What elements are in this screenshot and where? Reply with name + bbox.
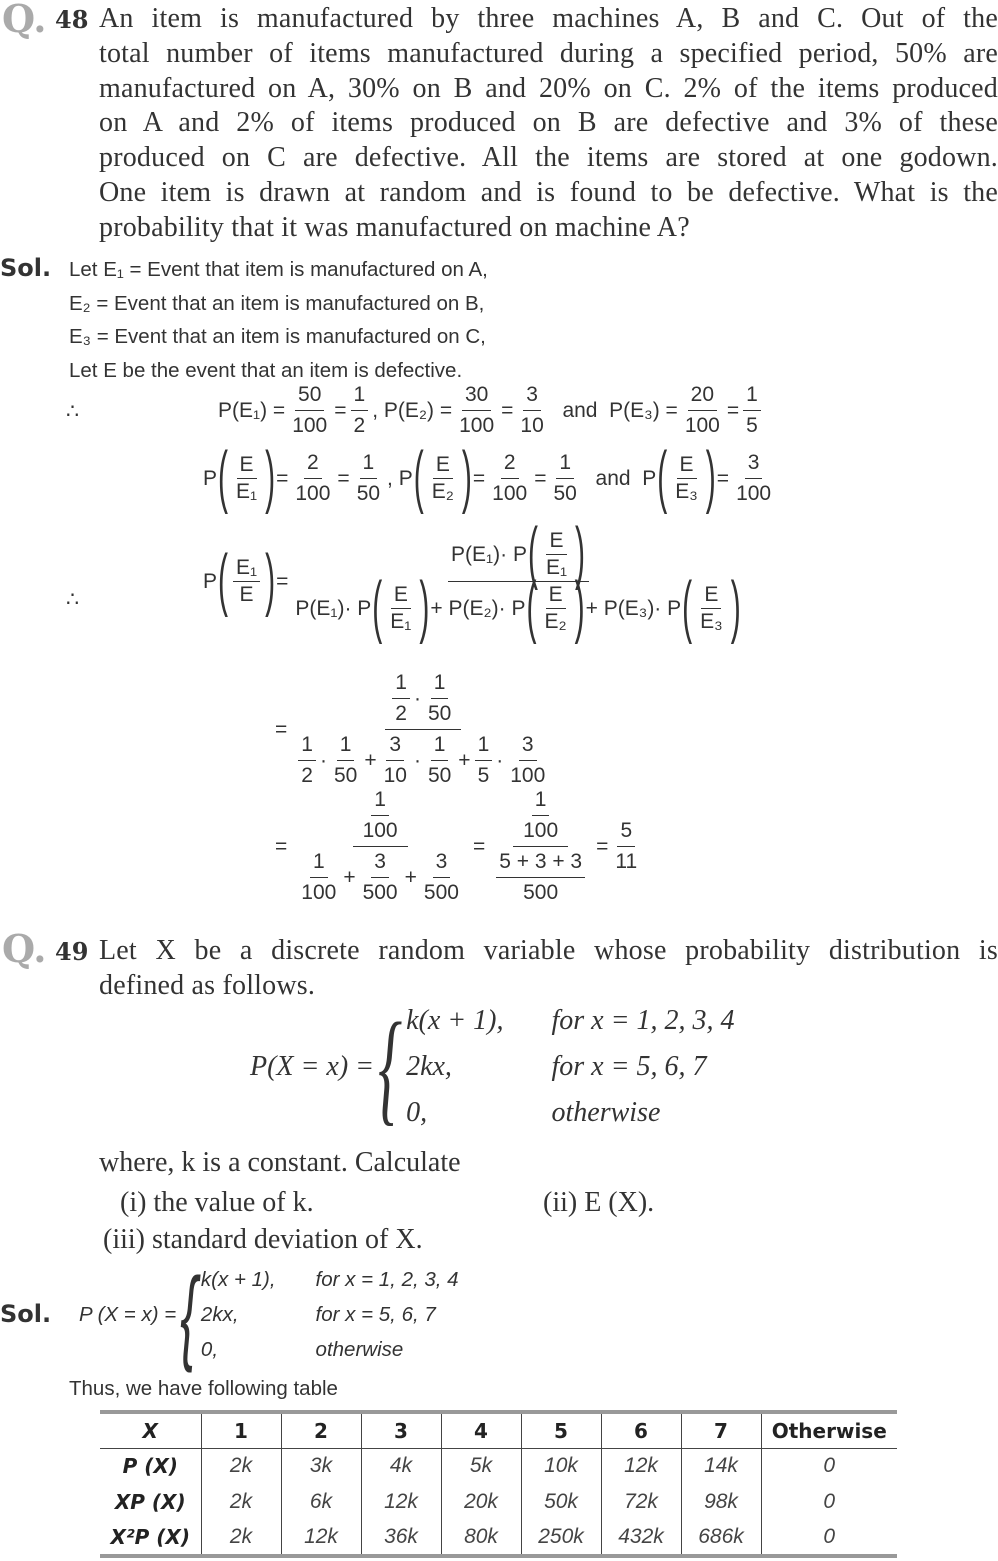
- fraction: [387, 582, 414, 635]
- fraction: [298, 847, 339, 908]
- denominator: 50: [427, 764, 452, 787]
- piecewise-lhs: P(X = x) =: [250, 1051, 375, 1082]
- fraction: [429, 452, 457, 505]
- numerator: 1: [310, 847, 328, 878]
- denominator: 5: [746, 414, 758, 437]
- solution-label: Sol.: [0, 1300, 52, 1328]
- equation-result: [275, 785, 644, 908]
- parenthesized-fraction: [217, 439, 276, 516]
- fraction: [517, 380, 546, 441]
- denominator: E₃: [675, 480, 698, 503]
- table-cell: 12k: [361, 1484, 441, 1520]
- table-body: [100, 1448, 897, 1556]
- math-text: ·: [319, 748, 327, 772]
- numerator: E: [546, 528, 566, 555]
- question-line: manufactured on A, 30% on B and 20% on C. 2% of the items produced: [99, 72, 998, 104]
- denominator: 5: [477, 764, 490, 787]
- numerator: 3: [386, 730, 404, 761]
- numerator: 30: [462, 380, 491, 411]
- table-header-cell: Otherwise: [761, 1412, 897, 1448]
- denominator: 2: [395, 702, 407, 725]
- fraction: [233, 555, 260, 608]
- piecewise-definition: [250, 997, 735, 1137]
- fraction: [298, 730, 316, 791]
- numerator: 3: [433, 847, 451, 878]
- math-text: P(E₁)· P: [295, 596, 372, 620]
- math-text: =: [716, 466, 730, 490]
- denominator: [489, 847, 592, 908]
- solution-line: E₂ = Event that an item is manufactured on B,: [69, 291, 485, 315]
- fraction: [743, 380, 761, 441]
- left-paren: (: [413, 439, 424, 516]
- fraction: [425, 668, 454, 729]
- numerator: 50: [295, 380, 324, 411]
- fraction: [331, 730, 360, 791]
- fraction: [672, 452, 701, 505]
- equation-bayes: [203, 515, 749, 646]
- table-header-cell: 2: [281, 1412, 361, 1448]
- math-text: =: [596, 834, 609, 858]
- fraction: [354, 448, 383, 509]
- solution-line: E₃ = Event that an item is manufactured on C,: [69, 325, 486, 348]
- parenthesized-fraction: [217, 542, 276, 619]
- math-text: P(E₁)· P: [451, 542, 527, 566]
- numerator: 3: [523, 380, 541, 411]
- left-paren: (: [218, 542, 229, 619]
- math-text: , P(E₂) =: [372, 398, 453, 422]
- math-text: + P(E₃)· P: [585, 596, 682, 620]
- math-text: ·: [413, 748, 421, 772]
- fraction: [475, 730, 493, 791]
- denominator: 100: [510, 764, 546, 787]
- denominator: 100: [492, 482, 528, 505]
- numerator: 5: [617, 816, 635, 847]
- therefore-symbol: ∴: [66, 400, 80, 423]
- table-cell: 2k: [201, 1520, 281, 1556]
- question-line: An item is manufactured by three machines A, B and C. Out of the: [99, 3, 998, 34]
- denominator: E: [239, 583, 254, 606]
- numerator: 1: [360, 448, 378, 479]
- question-line: Let X be a discrete random variable whose probability distribution is: [99, 935, 998, 966]
- therefore-symbol: ∴: [66, 588, 80, 611]
- table-cell: 0: [761, 1448, 897, 1484]
- question-line: on A and 2% of items produced on B are defective and 3% of these: [99, 107, 998, 139]
- table-row: [100, 1448, 897, 1484]
- question-part-ii: (ii) E (X).: [543, 1187, 655, 1218]
- numerator: 1: [743, 380, 761, 411]
- numerator: 3: [745, 448, 763, 479]
- numerator: E: [433, 452, 453, 479]
- left-paren: (: [527, 515, 538, 592]
- table-header-cell: 1: [201, 1412, 281, 1448]
- table-cell: 432k: [601, 1520, 681, 1556]
- denominator: [292, 569, 744, 646]
- denominator: E₁: [236, 480, 258, 503]
- case-expr: 0,: [200, 1338, 219, 1361]
- table-cell: 2k: [201, 1484, 281, 1520]
- denominator: [291, 730, 555, 791]
- denominator: E₂: [431, 480, 454, 503]
- numerator: 1: [392, 668, 410, 699]
- denominator: 50: [427, 702, 452, 725]
- denominator: E₂: [544, 610, 567, 633]
- case-cond: otherwise: [551, 1097, 661, 1128]
- solution-line: Let E₁ = Event that item is manufactured on A,: [69, 258, 488, 281]
- math-text: ·: [496, 748, 504, 772]
- equation-conditionals: [203, 439, 778, 516]
- row-header-cell: P (X): [122, 1454, 178, 1479]
- denominator: 100: [362, 819, 398, 842]
- math-text: + P(E₂)· P: [430, 596, 526, 620]
- fraction: [233, 452, 260, 505]
- left-paren: (: [218, 439, 229, 516]
- math-text: =: [726, 398, 740, 422]
- row-header-cell: XP (X): [114, 1490, 186, 1514]
- denominator: E₁: [545, 556, 568, 579]
- denominator: 50: [553, 482, 577, 505]
- equation-substitution: [275, 668, 559, 791]
- parenthesized-fraction: [525, 569, 585, 646]
- numerator: E: [237, 452, 257, 479]
- fraction: [360, 785, 401, 846]
- math-text: =: [472, 466, 486, 490]
- numerator: E: [546, 582, 566, 609]
- solution-line: Let E be the event that an item is defective.: [69, 358, 463, 382]
- question-number: 49: [55, 937, 89, 966]
- denominator: 2: [353, 414, 366, 437]
- numerator: [448, 515, 589, 592]
- table-cell: 0: [761, 1520, 897, 1556]
- math-text: =: [337, 466, 350, 490]
- fraction: [489, 448, 530, 509]
- denominator: 2: [301, 764, 313, 787]
- denominator: 100: [295, 482, 331, 505]
- denominator: 100: [523, 819, 559, 842]
- denominator: 500: [523, 881, 559, 904]
- question-marker: Q.: [2, 926, 47, 971]
- question-48-text: [99, 2, 998, 246]
- right-paren: ): [574, 569, 585, 646]
- table-cell: 36k: [361, 1520, 441, 1556]
- fraction: [489, 785, 592, 908]
- row-header-cell: X²P (X): [110, 1525, 190, 1549]
- table-cell: 2k: [201, 1448, 281, 1484]
- table-cell: 80k: [441, 1520, 521, 1556]
- math-text: , P: [387, 466, 413, 490]
- table-row: [100, 1484, 897, 1520]
- fraction: [543, 528, 570, 581]
- table-cell: 12k: [601, 1448, 681, 1484]
- fraction: [381, 730, 410, 791]
- math-text: =: [275, 717, 288, 741]
- question-line: probability that it was manufactured on machine A?: [99, 211, 690, 243]
- numerator: 1: [431, 668, 449, 699]
- denominator: [291, 847, 469, 908]
- parenthesized-fraction: [371, 569, 430, 646]
- right-paren: ): [730, 569, 741, 646]
- question-line: defined as follows.: [99, 969, 316, 1001]
- numerator: E: [391, 582, 411, 609]
- table-cell: 3k: [281, 1448, 361, 1484]
- fraction: [351, 380, 369, 441]
- table-cell: 20k: [441, 1484, 521, 1520]
- denominator: 500: [362, 881, 398, 904]
- numerator: 1: [556, 448, 574, 479]
- right-paren: ): [461, 439, 472, 516]
- case-cond: for x = 1, 2, 3, 4: [551, 1005, 735, 1036]
- fraction: [360, 847, 401, 908]
- question-part-iii: (iii) standard deviation of X.: [103, 1224, 423, 1255]
- math-text: =: [472, 834, 486, 858]
- math-text: ·: [413, 686, 421, 710]
- fraction: [392, 668, 410, 729]
- question-marker: Q.: [2, 0, 47, 41]
- fraction: [291, 668, 555, 791]
- denominator: 100: [459, 414, 495, 437]
- table-cell: 12k: [281, 1520, 361, 1556]
- fraction: [496, 847, 585, 908]
- table-cell: 4k: [361, 1448, 441, 1484]
- table-cell: 0: [761, 1484, 897, 1520]
- fraction: [612, 816, 640, 877]
- math-text: +: [364, 748, 377, 772]
- numerator: [385, 668, 461, 730]
- math-text: =: [334, 398, 347, 422]
- math-text: and P: [583, 466, 657, 490]
- right-paren: ): [419, 569, 430, 646]
- left-paren: (: [657, 439, 668, 516]
- table-header-cell: 4: [441, 1412, 521, 1448]
- fraction: [507, 730, 548, 791]
- fraction: [550, 448, 579, 509]
- fraction: [425, 730, 454, 791]
- piecewise-definition-solution: [79, 1255, 459, 1374]
- table-cell: 6k: [281, 1484, 361, 1520]
- fraction: [541, 582, 569, 635]
- case-expr: 0,: [406, 1097, 428, 1128]
- math-text: =: [501, 398, 514, 422]
- question-number: 48: [55, 5, 89, 34]
- denominator: E₁: [390, 610, 412, 633]
- numerator: [353, 785, 408, 847]
- numerator: 1: [298, 730, 316, 761]
- fraction: [289, 380, 330, 441]
- parenthesized-fraction: [413, 439, 473, 516]
- denominator: 10: [520, 414, 544, 437]
- piecewise-lhs: P (X = x) =: [79, 1302, 177, 1326]
- question-49-text: [99, 934, 998, 1004]
- question-line: One item is drawn at random and is found to be defective. What is the: [99, 176, 998, 208]
- case-cond: for x = 1, 2, 3, 4: [315, 1268, 459, 1291]
- question-part-i: (i) the value of k.: [120, 1187, 314, 1218]
- case-cond: for x = 5, 6, 7: [315, 1303, 436, 1326]
- question-line: total number of items manufactured during a specified period, 50% are: [99, 37, 998, 69]
- case-expr: k(x + 1),: [200, 1268, 276, 1291]
- case-expr: 2kx,: [406, 1051, 452, 1082]
- numerator: 1: [337, 730, 355, 761]
- right-paren: ): [575, 515, 586, 592]
- table-row: [100, 1520, 897, 1556]
- right-paren: ): [265, 542, 276, 619]
- fraction: [421, 847, 462, 908]
- distribution-table: [100, 1410, 897, 1558]
- table-header-cell: X: [100, 1412, 201, 1448]
- denominator: 11: [615, 850, 638, 873]
- fraction: [292, 448, 333, 509]
- denominator: 100: [736, 482, 772, 505]
- table-header-row: [100, 1412, 897, 1448]
- case-expr: k(x + 1),: [406, 1005, 504, 1036]
- denominator: E₃: [700, 610, 723, 633]
- left-brace: {: [180, 1255, 197, 1374]
- parenthesized-fraction: [681, 569, 742, 646]
- numerator: E: [677, 452, 697, 479]
- numerator: 5 + 3 + 3: [496, 847, 585, 878]
- question-where: where, k is a constant. Calculate: [99, 1147, 461, 1178]
- numerator: 3: [371, 847, 389, 878]
- denominator: 100: [301, 881, 337, 904]
- case-cond: otherwise: [315, 1338, 404, 1361]
- denominator: 10: [383, 764, 407, 787]
- math-text: P: [203, 466, 218, 490]
- fraction: [291, 785, 469, 908]
- fraction: [520, 785, 561, 846]
- left-paren: (: [682, 569, 693, 646]
- numerator: 1: [371, 785, 389, 816]
- math-text: +: [404, 865, 417, 889]
- left-paren: (: [526, 569, 537, 646]
- numerator: E₁: [233, 555, 260, 582]
- left-brace: {: [378, 997, 403, 1137]
- table-cell: 686k: [681, 1520, 761, 1556]
- math-text: +: [343, 865, 356, 889]
- table-intro: Thus, we have following table: [69, 1377, 338, 1400]
- math-text: P(E₁) =: [218, 398, 286, 422]
- numerator: 1: [475, 730, 493, 761]
- numerator: [513, 785, 568, 847]
- math-text: =: [275, 834, 288, 858]
- solution-48-text: [69, 253, 488, 387]
- table-cell: 14k: [681, 1448, 761, 1484]
- math-text: =: [276, 466, 289, 490]
- denominator: 50: [356, 482, 381, 505]
- math-text: P: [203, 569, 218, 593]
- numerator: 1: [351, 380, 369, 411]
- numerator: 2: [501, 448, 519, 479]
- table-cell: 5k: [441, 1448, 521, 1484]
- numerator: 1: [431, 730, 449, 761]
- fraction: [697, 582, 726, 635]
- math-text: =: [534, 466, 547, 490]
- fraction: [733, 448, 774, 509]
- table-cell: 98k: [681, 1484, 761, 1520]
- table-header-cell: 7: [681, 1412, 761, 1448]
- table-cell: 72k: [601, 1484, 681, 1520]
- math-text: +: [458, 748, 471, 772]
- numerator: E: [701, 582, 721, 609]
- table-header-cell: 6: [601, 1412, 681, 1448]
- table-header-cell: 3: [361, 1412, 441, 1448]
- math-text: and P(E₃) =: [550, 398, 678, 422]
- parenthesized-fraction: [656, 439, 717, 516]
- table-cell: 50k: [521, 1484, 601, 1520]
- equation-priors: [218, 380, 765, 441]
- right-paren: ): [705, 439, 716, 516]
- table-cell: 10k: [521, 1448, 601, 1484]
- denominator: 100: [292, 414, 328, 437]
- numerator: 1: [532, 785, 550, 816]
- denominator: 500: [423, 881, 459, 904]
- question-line: produced on C are defective. All the items are stored at one godown.: [99, 142, 998, 174]
- table-header-cell: 5: [521, 1412, 601, 1448]
- denominator: 50: [333, 764, 358, 787]
- math-text: =: [276, 569, 289, 593]
- case-expr: 2kx,: [200, 1303, 239, 1326]
- table-cell: 250k: [521, 1520, 601, 1556]
- solution-label: Sol.: [0, 254, 52, 282]
- case-cond: for x = 5, 6, 7: [551, 1051, 707, 1082]
- fraction: [456, 380, 497, 441]
- fraction: [682, 380, 723, 441]
- denominator: 100: [684, 414, 720, 437]
- numerator: 2: [304, 448, 322, 479]
- right-paren: ): [265, 439, 276, 516]
- fraction: [292, 515, 744, 646]
- numerator: 20: [688, 380, 717, 411]
- numerator: 3: [519, 730, 537, 761]
- left-paren: (: [372, 569, 383, 646]
